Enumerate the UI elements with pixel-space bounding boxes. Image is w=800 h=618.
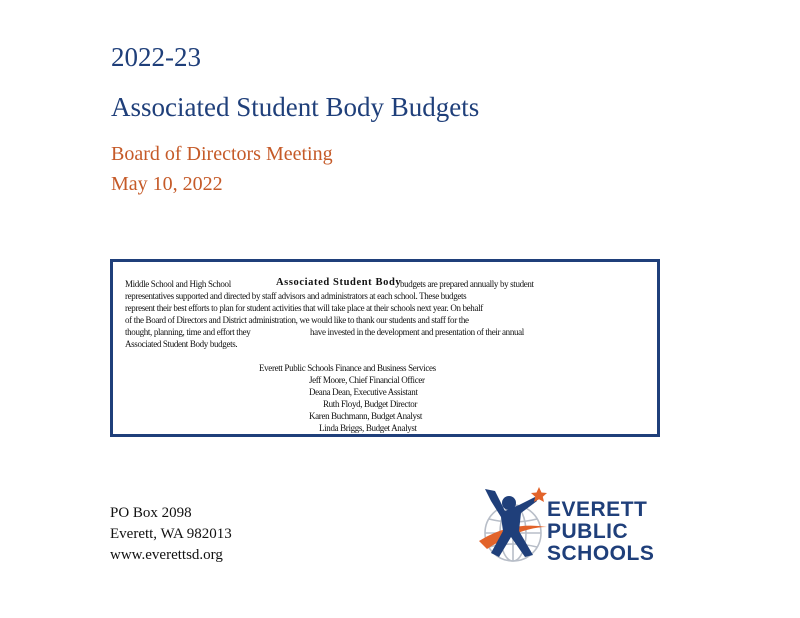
intro-line-5-prefix: thought, planning, time and effort they — [125, 327, 251, 337]
intro-line-5-suffix: have invested in the development and presentation of their annual — [310, 327, 524, 337]
logo-wordmark — [547, 499, 654, 565]
asb-heading: Associated Student Body — [276, 277, 402, 288]
intro-line-4: of the Board of Directors and District administration, we would like to thank our students and staff for the — [125, 315, 469, 325]
intro-line-3: represent their best efforts to plan for student activities that will take place at their schools next year. On behalf — [125, 303, 483, 313]
logo-line-everett: EVERETT — [547, 498, 648, 521]
meeting-date: May 10, 2022 — [111, 173, 223, 195]
staff-member: Deana Dean, Executive Assistant — [309, 387, 418, 397]
logo-line-public: PUBLIC — [547, 520, 629, 543]
intro-line-1-suffix: budgets are prepared annually by student — [400, 279, 534, 289]
staff-member: Linda Briggs, Budget Analyst — [319, 423, 417, 433]
staff-member: Jeff Moore, Chief Financial Officer — [309, 375, 425, 385]
intro-line-2: representatives supported and directed by staff advisors and administrators at each school. These budgets — [125, 291, 467, 301]
mailing-address — [110, 503, 232, 566]
website-link[interactable]: www.everettsd.org — [110, 547, 223, 563]
staff-member: Ruth Floyd, Budget Director — [323, 399, 418, 409]
intro-line-1-prefix: Middle School and High School — [125, 279, 231, 289]
document-title: Associated Student Body Budgets — [111, 92, 480, 122]
staff-department: Everett Public Schools Finance and Business Services — [259, 363, 436, 373]
intro-box — [110, 259, 660, 437]
address-po-box: PO Box 2098 — [110, 505, 192, 521]
staff-member: Karen Buchmann, Budget Analyst — [309, 411, 422, 421]
meeting-name: Board of Directors Meeting — [111, 143, 333, 165]
address-city: Everett, WA 982013 — [110, 526, 232, 542]
document-year: 2022-23 — [111, 42, 201, 72]
intro-line-6: Associated Student Body budgets. — [125, 339, 238, 349]
logo-line-schools: SCHOOLS — [547, 542, 655, 565]
